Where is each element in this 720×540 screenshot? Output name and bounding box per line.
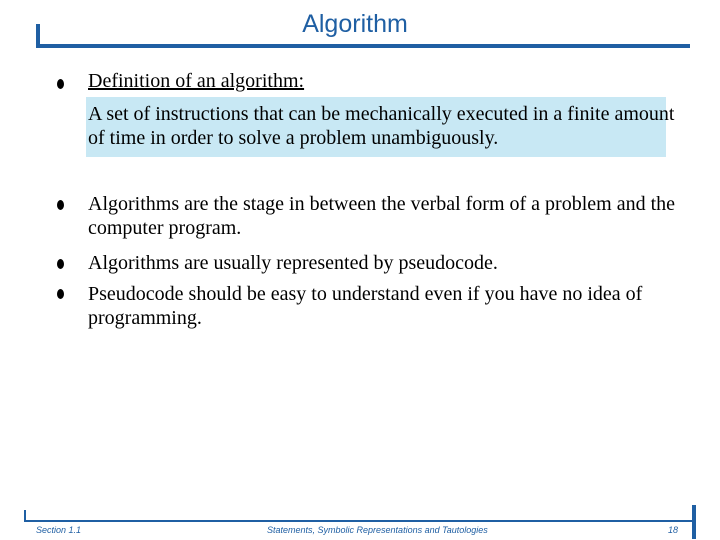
bullet-1-marker [56,200,66,210]
bullet-2-marker [56,259,66,269]
definition-heading: Definition of an algorithm: [88,70,305,92]
definition-text: A set of instructions that can be mechanically executed in a finite amount of time in order to solve a problem unambiguously. [88,103,675,149]
footer-topic: Statements, Symbolic Representations and Tautologies [267,525,488,535]
bullet-3-marker [56,289,66,299]
footer-section: Section 1.1 [36,525,82,535]
bullet-2-text: Algorithms are usually represented by pseudocode. [88,252,498,274]
slide-title: Algorithm [302,10,408,38]
title-rule [36,44,690,48]
footer-rule [24,520,696,522]
footer-page-number: 18 [668,525,679,535]
bullet-1-text: Algorithms are the stage in between the verbal form of a problem and the computer program. [88,193,676,239]
footer-right-tick [692,505,696,539]
definition-bullet [56,79,66,89]
footer-left-tick [24,510,26,520]
bullet-3-text: Pseudocode should be easy to understand even if you have no idea of programming. [88,283,643,329]
